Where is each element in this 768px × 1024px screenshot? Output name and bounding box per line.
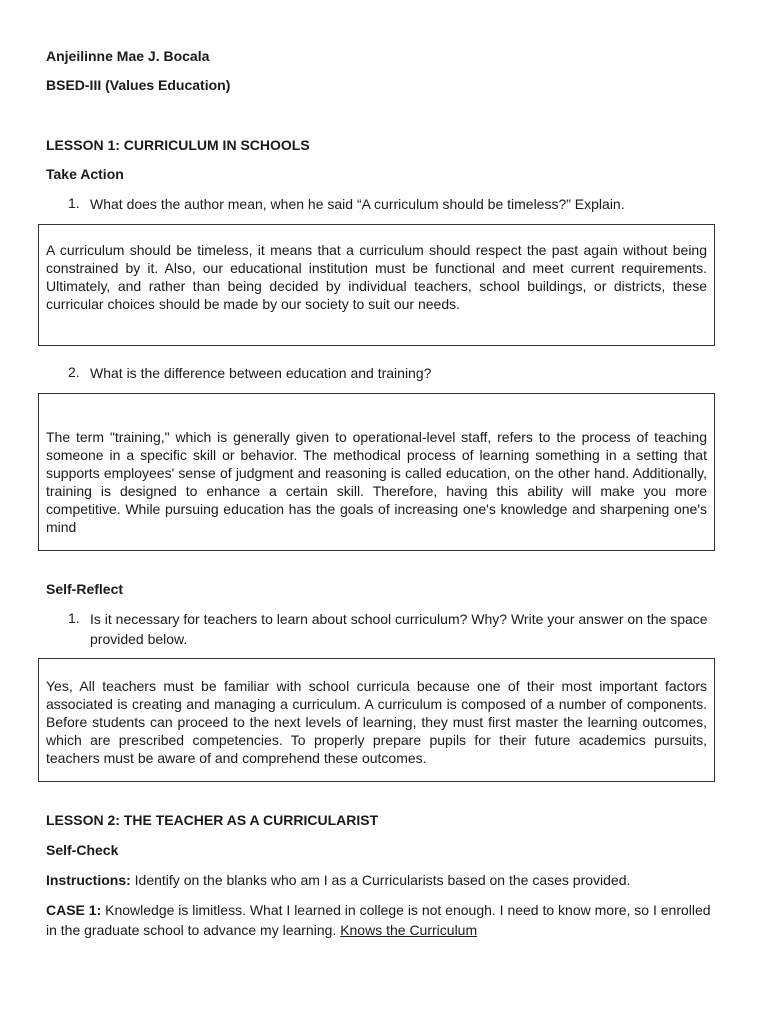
question-text: What is the difference between education and training? [90, 365, 432, 381]
student-name: Anjeilinne Mae J. Bocala [46, 48, 210, 64]
question-text: What does the author mean, when he said “A curriculum should be timeless?” Explain. [90, 196, 625, 212]
take-action-question-1 [68, 194, 718, 214]
answer-box-2 [38, 393, 715, 551]
self-reflect-heading: Self-Reflect [46, 581, 124, 597]
question-number: 2. [68, 364, 80, 380]
case1-paragraph [46, 900, 716, 940]
take-action-heading: Take Action [46, 166, 124, 182]
answer-box-3 [38, 658, 715, 782]
student-course: BSED-III (Values Education) [46, 77, 231, 93]
question-text: Is it necessary for teachers to learn about school curriculum? Why? Write your answer on the space provided below. [90, 611, 708, 647]
instructions-text: Identify on the blanks who am I as a Curricularists based on the cases provided. [130, 872, 631, 888]
case1-text: Knowledge is limitless. What I learned in college is not enough. I need to know more, so I enrolled in the graduate school to advance my learning. [46, 902, 711, 938]
lesson1-title: LESSON 1: CURRICULUM IN SCHOOLS [46, 137, 310, 153]
answer-text: Yes, All teachers must be familiar with school curricula because one of their most important factors associated is creating and managing a curriculum. A curriculum is composed of a number of components. Before students can proceed to the next levels of learning, they must first master the learning outcomes, which are prescribed competencies. To properly prepare pupils for their future academics pursuits, teachers must be aware of and comprehend these outcomes. [46, 678, 707, 766]
instructions-paragraph [46, 870, 716, 890]
self-reflect-question-1 [68, 609, 718, 649]
question-number: 1. [68, 610, 80, 626]
answer-box-1 [38, 224, 715, 346]
instructions-label: Instructions: [46, 872, 131, 888]
answer-text: A curriculum should be timeless, it means that a curriculum should respect the past again without being constrained by it. Also, our educational institution must be functional and meet current requirements. Ultimately, and rather than being decided by individual teachers, school buildings, or districts, these curricular choices should be made by our society to suit our needs. [46, 242, 707, 312]
lesson2-title: LESSON 2: THE TEACHER AS A CURRICULARIST [46, 812, 379, 828]
answer-text: The term "training," which is generally given to operational-level staff, refers to the process of teaching someone in a specific skill or behavior. The methodical process of learning something in a setting that supports employees' sense of judgment and reasoning is called education, on the other hand. Additionally, training is designed to enhance a certain skill. Therefore, having this ability will make you more competitive. While pursuing education has the goals of increasing one's knowledge and sharpening one's mind [46, 429, 707, 535]
take-action-question-2 [68, 363, 718, 383]
self-check-heading: Self-Check [46, 842, 119, 858]
case1-answer: Knows the Curriculum [340, 922, 478, 938]
case1-label: CASE 1: [46, 902, 102, 918]
question-number: 1. [68, 195, 80, 211]
